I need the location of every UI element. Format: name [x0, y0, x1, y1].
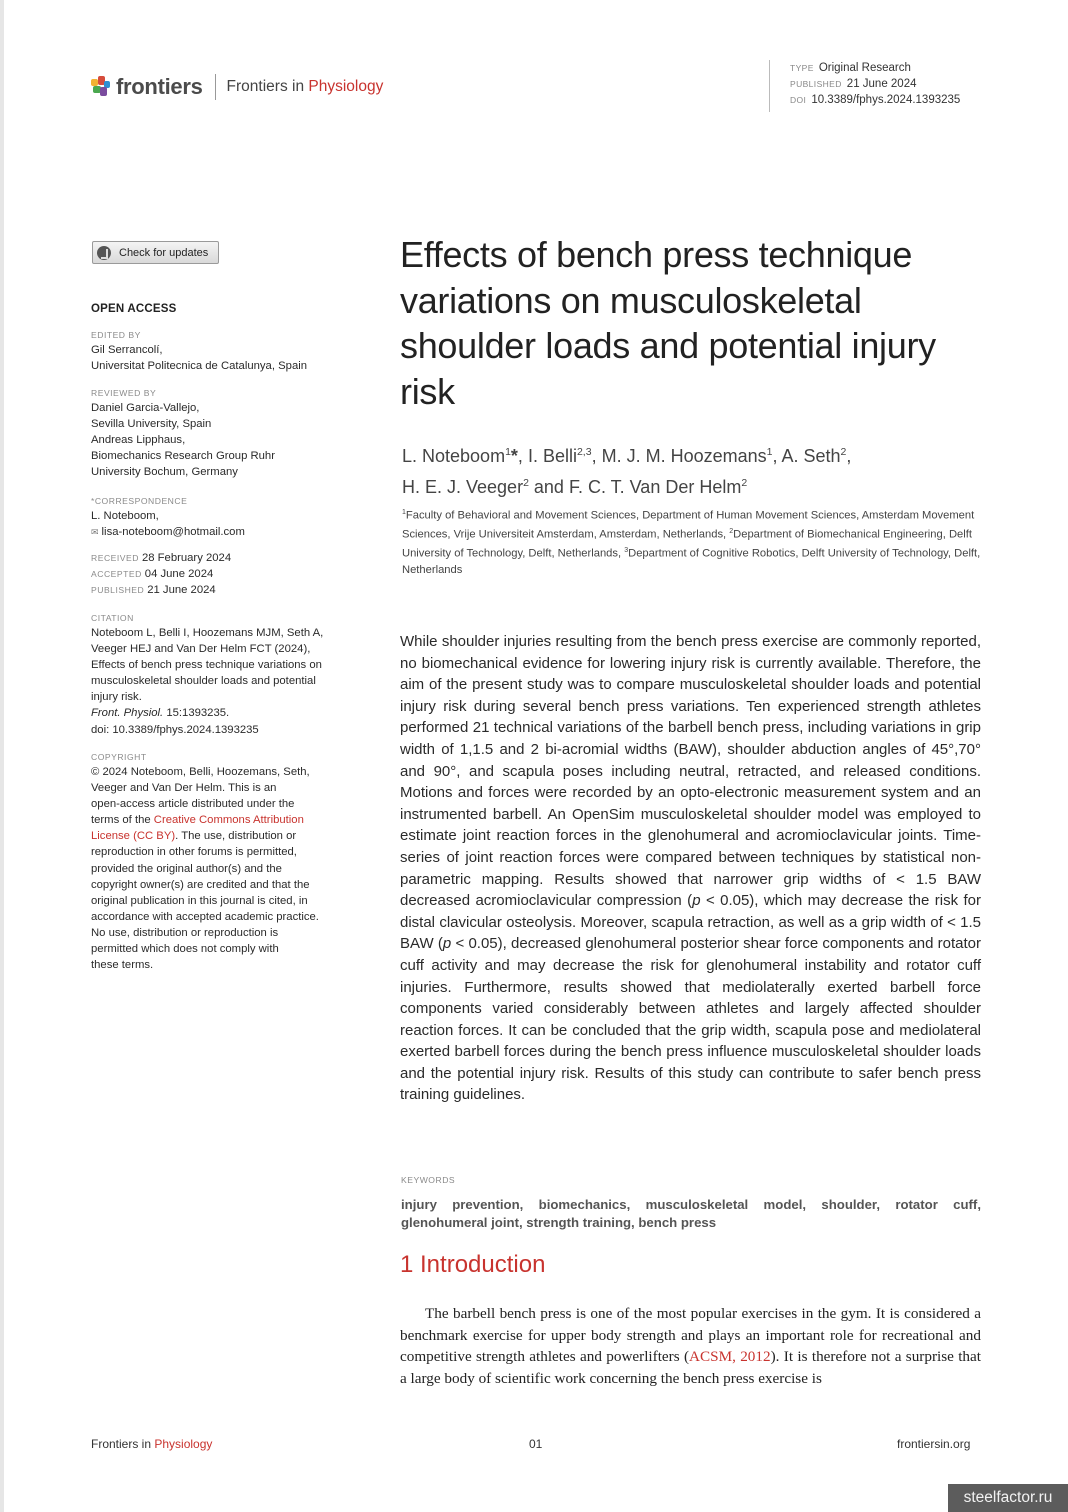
- meta-type: TYPE Original Research: [790, 62, 911, 74]
- page-edge: [0, 0, 4, 1512]
- journal-header: [91, 74, 383, 100]
- edited-by-block: EDITED BY Gil Serrancolí, Universitat Politecnica de Catalunya, Spain: [91, 330, 308, 373]
- check-for-updates-label: Check for updates: [119, 246, 209, 259]
- author[interactable]: H. E. J. Veeger$^2$: [402, 477, 529, 497]
- meta-doi: DOI 10.3389/fphys.2024.1393235: [790, 94, 961, 106]
- meta-published: PUBLISHED 21 June 2024: [790, 78, 917, 90]
- article-meta: [769, 60, 960, 112]
- article-title: Effects of bench press technique variations on musculoskeletal shoulder loads and potential injury risk: [400, 234, 936, 412]
- check-for-updates-button[interactable]: [92, 241, 219, 264]
- author-list: L. Noteboom$^1$*, I. Belli$^{2,3}$, M. J. M. Hoozemans$^1$, A. Seth$^2$, H. E. J. Veeger$^2$ and F. C. T. Van Der Helm$^2$: [402, 446, 852, 497]
- keywords: injury prevention, biomechanics, musculoskeletal model, shoulder, rotator cuff, glenohumeral joint, strength training, bench press: [401, 1197, 981, 1230]
- author[interactable]: L. Noteboom$^1$*: [402, 446, 518, 466]
- dates-block: RECEIVED 28 February 2024 ACCEPTED 04 June 2024 PUBLISHED 21 June 2024: [91, 552, 232, 597]
- author[interactable]: M. J. M. Hoozemans$^1$: [601, 446, 773, 466]
- author[interactable]: I. Belli$^{2,3}$: [527, 446, 592, 466]
- journal-name: Frontiers in Physiology: [226, 78, 384, 95]
- reviewed-by-block: REVIEWED BY Daniel Garcia-Vallejo, Sevilla University, Spain Andreas Lipphaus, Biomechanics Research Group Ruhr University Bochum, Germany: [91, 388, 275, 479]
- correspondence-email[interactable]: lisa-noteboom@hotmail.com: [101, 526, 245, 539]
- author[interactable]: A. Seth$^2$: [781, 446, 847, 466]
- brand-divider: [215, 74, 216, 100]
- author[interactable]: F. C. T. Van Der Helm$^2$: [568, 477, 748, 497]
- keywords-label: KEYWORDS: [401, 1175, 456, 1185]
- abstract: While shoulder injuries resulting from the bench press exercise are commonly reported, no biomechanical evidence for lowering injury risk is currently available. Therefore, the aim of the present study was to compare musculoskeletal shoulder loads and potential injury risk during several bench press variations. Ten experienced strength athletes performed 21 technical variations of the barbell bench press, including variations in grip width of 1,1.5 and 2 bi-acromial widths (BAW), shoulder abduction angles of 45°,70° and 90°, and scapula poses including neutral, retracted, and released conditions. Motions and forces were recorded by an opto-electronic measurement system and an instrumented barbell. An OpenSim musculoskeletal shoulder model was employed to estimate joint reaction forces in the glenohumeral and acromioclavicular joints. Time-series of joint reaction forces were compared between techniques by statistical non-parametric mapping. Results showed that narrower grip widths of < 1.5 BAW decreased acromioclavicular compression (p < 0.05), which may decrease the risk for distal clavicular osteolysis. Moreover, scapula retraction, as well as a grip width of < 1.5 BAW (p < 0.05), decreased glenohumeral posterior shear force components and rotator cuff activity and may decrease the risk for glenohumeral instability and rotator cuff injuries. Furthermore, results showed that mediolaterally exerted barbell force components varied considerably between athletes and largely affected shoulder reaction forces. It can be concluded that the grip width, scapula pose and mediolateral exerted barbell forces during the bench press influence musculoskeletal shoulder loads and the potential injury risk. Results of this study can contribute to safer bench press training guidelines.: [400, 633, 981, 1104]
- section-heading: 1 Introduction: [400, 1251, 546, 1278]
- open-access-label: OPEN ACCESS: [91, 303, 177, 315]
- cc-license-link[interactable]: Creative Commons Attribution: [153, 814, 304, 827]
- affiliations: $^1$Faculty of Behavioral and Movement Sciences, Department of Human Movement Sciences, Amsterdam Movement Sciences, Vrije Universiteit Amsterdam, Amsterdam, Netherlands, $^2$Department of Biomechanical Engineering, Delft University of Technology, Delft, Netherlands, $^3$Department of Cognitive Robotics, Delft University of Technology, Delft, Netherlands: [402, 509, 981, 577]
- intro-paragraph: The barbell bench press is one of the most popular exercises in the gym. It is considered a benchmark exercise for upper body strength and plays an important role for recreational and competitive strength athletes and powerlifters (ACSM, 2012). It is therefore not a surprise that a large body of scientific work concerning the bench press exercise is: [400, 1305, 981, 1388]
- check-updates-icon: [97, 246, 111, 260]
- frontiers-logo-icon: [91, 76, 111, 98]
- watermark: steelfactor.ru: [948, 1484, 1068, 1512]
- footer-site-link[interactable]: frontiersin.org: [897, 1437, 971, 1451]
- citation-block: CITATION Noteboom L, Belli I, Hoozemans MJM, Seth A, Veeger HEJ and Van Der Helm FCT (2024), Effects of bench press technique variations on musculoskeletal shoulder loads and potential injury risk. Front. Physiol. 15:1393235. doi: 10.3389/fphys.2024.1393235: [91, 613, 324, 736]
- brand-name: frontiers: [116, 74, 203, 99]
- mail-icon: ✉: [91, 527, 99, 538]
- footer-journal: Frontiers in Physiology: [91, 1437, 213, 1451]
- correspondence-block: *CORRESPONDENCE L. Noteboom, ✉ lisa-noteboom@hotmail.com: [91, 496, 245, 539]
- copyright-block: COPYRIGHT © 2024 Noteboom, Belli, Hoozemans, Seth, Veeger and Van Der Helm. This is an open-access article distributed under the terms of the Creative Commons Attribution License (CC BY). The use, distribution or reproduction in other forums is permitted, provided the original author(s) and the copyright owner(s) are credited and that the original publication in this journal is cited, in accordance with accepted academic practice. No use, distribution or reproduction is permitted which does not comply with these terms.: [91, 752, 319, 972]
- page-number: 01: [529, 1437, 543, 1451]
- citation-link[interactable]: ACSM, 2012: [689, 1348, 771, 1366]
- cc-license-link-cont[interactable]: License (CC BY): [91, 830, 176, 843]
